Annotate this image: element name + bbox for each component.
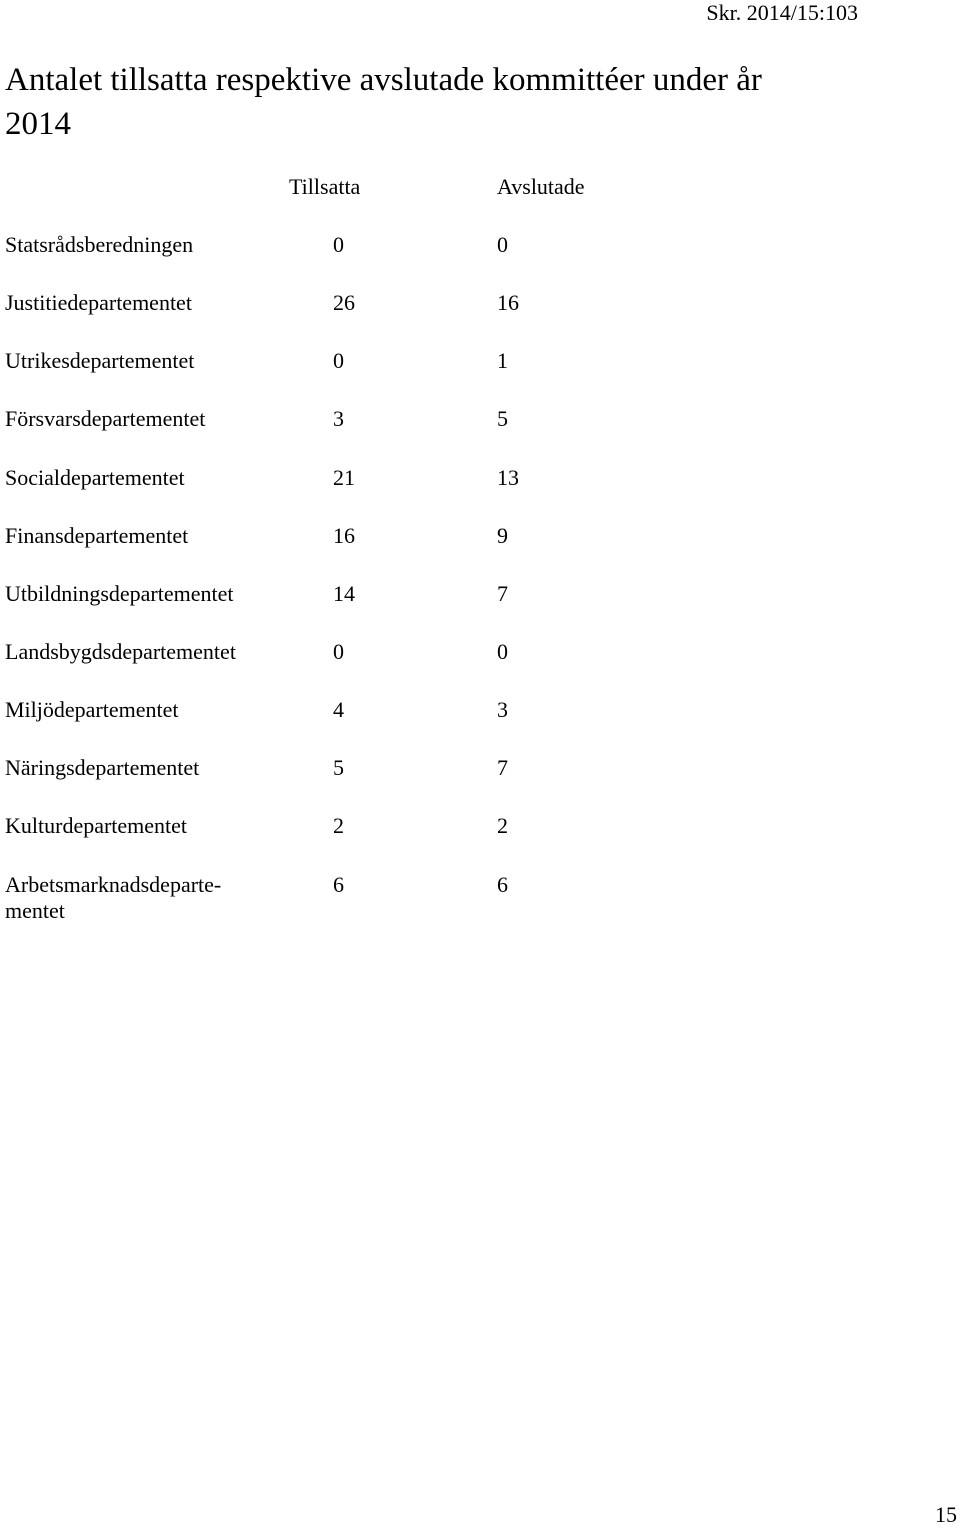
avslutade-value: 16 [497, 290, 519, 316]
avslutade-value: 7 [497, 755, 508, 781]
committee-table [5, 232, 805, 930]
department-name: Justitiedepartementet [5, 290, 192, 316]
table-row [5, 639, 805, 697]
department-name: Arbetsmarknadsdeparte-mentet [5, 871, 222, 923]
avslutade-value: 13 [497, 464, 519, 490]
department-name: Landsbygdsdepartementet [5, 638, 236, 664]
avslutade-value: 2 [497, 813, 508, 839]
table-row [5, 581, 805, 639]
tillsatta-value: 21 [333, 464, 355, 490]
avslutade-value: 0 [497, 638, 508, 664]
tillsatta-value: 16 [333, 522, 355, 548]
table-row [5, 813, 805, 871]
avslutade-value: 1 [497, 348, 508, 374]
column-header-tillsatta: Tillsatta [289, 174, 361, 199]
avslutade-value: 5 [497, 406, 508, 432]
table-row [5, 406, 805, 464]
tillsatta-value: 0 [333, 348, 344, 374]
tillsatta-value: 0 [333, 638, 344, 664]
page-number: 15 [935, 1502, 957, 1527]
department-name: Kulturdepartementet [5, 813, 188, 839]
tillsatta-value: 0 [333, 232, 344, 257]
department-name: Försvarsdepartementet [5, 406, 206, 432]
tillsatta-value: 2 [333, 813, 344, 839]
department-name: Miljödepartementet [5, 697, 179, 723]
tillsatta-value: 4 [333, 697, 344, 723]
avslutade-value: 0 [497, 232, 508, 257]
column-header-avslutade: Avslutade [497, 174, 585, 199]
document-reference: Skr. 2014/15:103 [706, 0, 858, 25]
department-name: Statsrådsberedningen [5, 232, 194, 257]
page-title: Antalet tillsatta respektive avslutade kommittéer under år 2014 [5, 62, 762, 142]
table-row [5, 523, 805, 581]
department-name: Näringsdepartementet [5, 755, 200, 781]
avslutade-value: 6 [497, 871, 508, 897]
table-row [5, 348, 805, 406]
avslutade-value: 3 [497, 697, 508, 723]
avslutade-value: 9 [497, 522, 508, 548]
table-row [5, 697, 805, 755]
table-row [5, 290, 805, 348]
table-row [5, 465, 805, 523]
department-name: Finansdepartementet [5, 522, 189, 548]
department-name: Utrikesdepartementet [5, 348, 195, 374]
tillsatta-value: 3 [333, 406, 344, 432]
table-row [5, 755, 805, 813]
department-name: Utbildningsdepartementet [5, 580, 234, 606]
tillsatta-value: 14 [333, 580, 355, 606]
table-row [5, 872, 805, 930]
department-name: Socialdepartementet [5, 464, 185, 490]
tillsatta-value: 6 [333, 871, 344, 897]
tillsatta-value: 26 [333, 290, 355, 316]
tillsatta-value: 5 [333, 755, 344, 781]
table-row [5, 232, 805, 290]
avslutade-value: 7 [497, 580, 508, 606]
